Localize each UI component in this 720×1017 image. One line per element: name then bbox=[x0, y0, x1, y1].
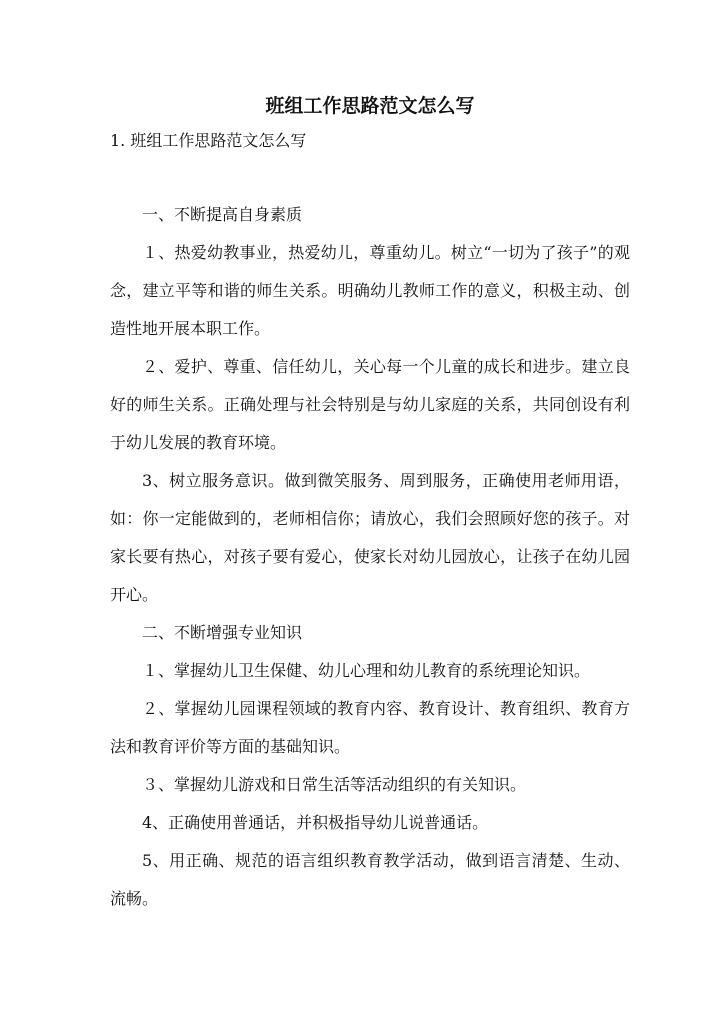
paragraph: １、热爱幼教事业，热爱幼儿，尊重幼儿。树立“一切为了孩子”的观念，建立平等和谐的师生关系。明确幼儿教师工作的意义，积极主动、创造性地开展本职工作。 bbox=[110, 243, 630, 338]
document-title: 班组工作思路范文怎么写 bbox=[265, 95, 475, 117]
paragraph: 3、树立服务意识。做到微笑服务、周到服务，正确使用老师用语，如：你一定能做到的，老师相信你；请放心，我们会照顾好您的孩子。对家长要有热心，对孩子要有爱心，使家长对幼儿园放心，让孩子在幼儿园开心。 bbox=[110, 471, 630, 604]
paragraph: 5、用正确、规范的语言组织教育教学活动，做到语言清楚、生动、流畅。 bbox=[110, 851, 630, 908]
paragraph: ３、掌握幼儿游戏和日常生活等活动组织的有关知识。 bbox=[142, 775, 527, 794]
section-heading-1: 一、不断提高自身素质 bbox=[142, 205, 303, 224]
document-body bbox=[110, 196, 630, 918]
paragraph: ２、掌握幼儿园课程领域的教育内容、教育设计、教育组织、教育方法和教育评价等方面的基础知识。 bbox=[110, 699, 630, 756]
document-subtitle: 1. 班组工作思路范文怎么写 bbox=[110, 131, 307, 150]
paragraph: 4、正确使用普通话，并积极指导幼儿说普通话。 bbox=[142, 813, 489, 832]
paragraph: １、掌握幼儿卫生保健、幼儿心理和幼儿教育的系统理论知识。 bbox=[142, 661, 591, 680]
paragraph: ２、爱护、尊重、信任幼儿，关心每一个儿童的成长和进步。建立良好的师生关系。正确处理与社会特别是与幼儿家庭的关系，共同创设有利于幼儿发展的教育环境。 bbox=[110, 357, 630, 452]
section-heading-2: 二、不断增强专业知识 bbox=[142, 623, 303, 642]
